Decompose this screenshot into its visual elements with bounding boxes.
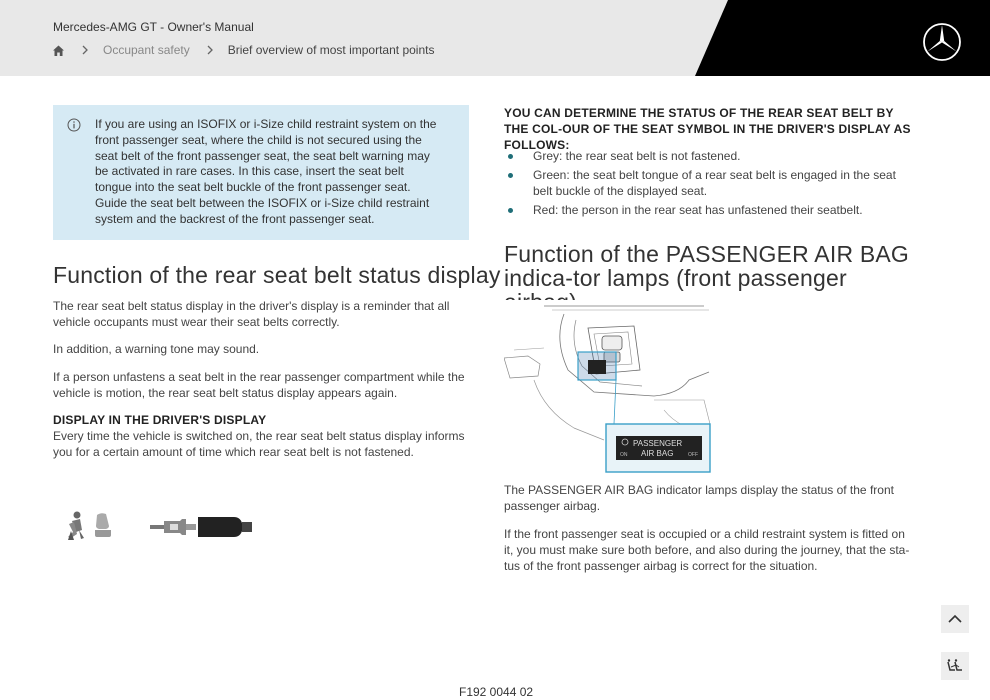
airbag-off-label: OFF xyxy=(688,452,698,458)
paragraph-airbag-lamps: The PASSENGER AIR BAG indicator lamps display the status of the front passenger airbag. xyxy=(504,483,894,513)
chevron-right-icon xyxy=(204,44,216,56)
section-heading-airbag-indicator: Function of the PASSENGER AIR BAG indica-tor lamps (front passenger xyxy=(504,241,910,291)
rear-belt-status-colour-heading: YOU CAN DETERMINE THE STATUS OF THE REAR SEAT BELT BY THE COL-OUR OF THE SEAT SYMBOL IN THE DRIVER'S DISPLAY AS FOLLOWS: xyxy=(504,106,911,152)
airbag-label-line2: AIR BAG xyxy=(641,449,674,458)
list-item: Grey: the rear seat belt is not fastened. xyxy=(504,149,918,165)
scroll-to-top-button[interactable] xyxy=(941,605,969,633)
bullet-dot xyxy=(508,154,513,159)
breadcrumb xyxy=(52,42,434,58)
rear-seat-status-icon xyxy=(65,510,115,542)
paragraph-warning-tone: In addition, a warning tone may sound. xyxy=(53,342,260,356)
paragraph-reminder: The rear seat belt status display in the driver's display is a reminder that all vehicle occupants must wear their seat belts correctly. xyxy=(53,299,450,329)
paragraph-unfasten: If a person unfastens a seat belt in the rear passenger compartment while the vehicle is motion, the rear seat belt status display appears again. xyxy=(53,370,465,400)
chevron-right-icon xyxy=(79,44,91,56)
paragraph-switched-on: Every time the vehicle is switched on, the rear seat belt status display informs you for a certain amount of time which rear seat belt is not fastened. xyxy=(53,429,465,459)
bullet-dot xyxy=(508,173,513,178)
seat-settings-icon xyxy=(946,658,964,674)
info-note-text: If you are using an ISOFIX or i-Size child restraint system on the front passenger seat, where the child is not secured using the seat belt of the front passenger seat, the seat belt warning may be activated in rare cases. In this case, insert the seat belt tongue into the seat belt buckle of the front passenger seat. Guide the seat belt between the ISOFIX or i-Size child restraint system and the backrest of the front passenger seat. xyxy=(95,117,437,226)
info-icon xyxy=(67,118,81,132)
airbag-on-label: ON xyxy=(620,452,628,458)
paragraph-airbag-status: If the front passenger seat is occupied or a child restraint system is fitted on it, you must make sure both before, and also during the journey, that the sta-tus of the front passenger airbag is correct for the situation. xyxy=(504,527,910,573)
airbag-label-line1: PASSENGER xyxy=(633,439,683,448)
figure-code: F192 0044 02 xyxy=(459,685,534,699)
info-note xyxy=(53,105,469,240)
subheading-drivers-display: DISPLAY IN THE DRIVER'S DISPLAY xyxy=(53,413,267,427)
breadcrumb-item-occupant-safety[interactable]: Occupant safety xyxy=(103,43,190,57)
list-item: Red: the person in the rear seat has unfastened their seatbelt. xyxy=(504,203,918,219)
seat-belt-buckle-icon xyxy=(148,513,254,541)
section-heading-rear-belt: Function of the rear seat belt status display xyxy=(53,262,501,288)
mercedes-star-logo[interactable] xyxy=(922,22,962,62)
passenger-airbag-indicator-diagram xyxy=(504,300,714,474)
home-icon[interactable] xyxy=(52,44,65,57)
colour-status-list xyxy=(504,149,918,223)
seat-navigation-button[interactable] xyxy=(941,652,969,680)
manual-title: Mercedes-AMG GT - Owner's Manual xyxy=(53,20,254,34)
list-item: Green: the seat belt tongue of a rear seat belt is engaged in the seat belt buckle of the displayed seat. xyxy=(504,168,918,200)
breadcrumb-item-current: Brief overview of most important points xyxy=(227,43,435,57)
bullet-dot xyxy=(508,208,513,213)
chevron-up-icon xyxy=(947,611,963,627)
